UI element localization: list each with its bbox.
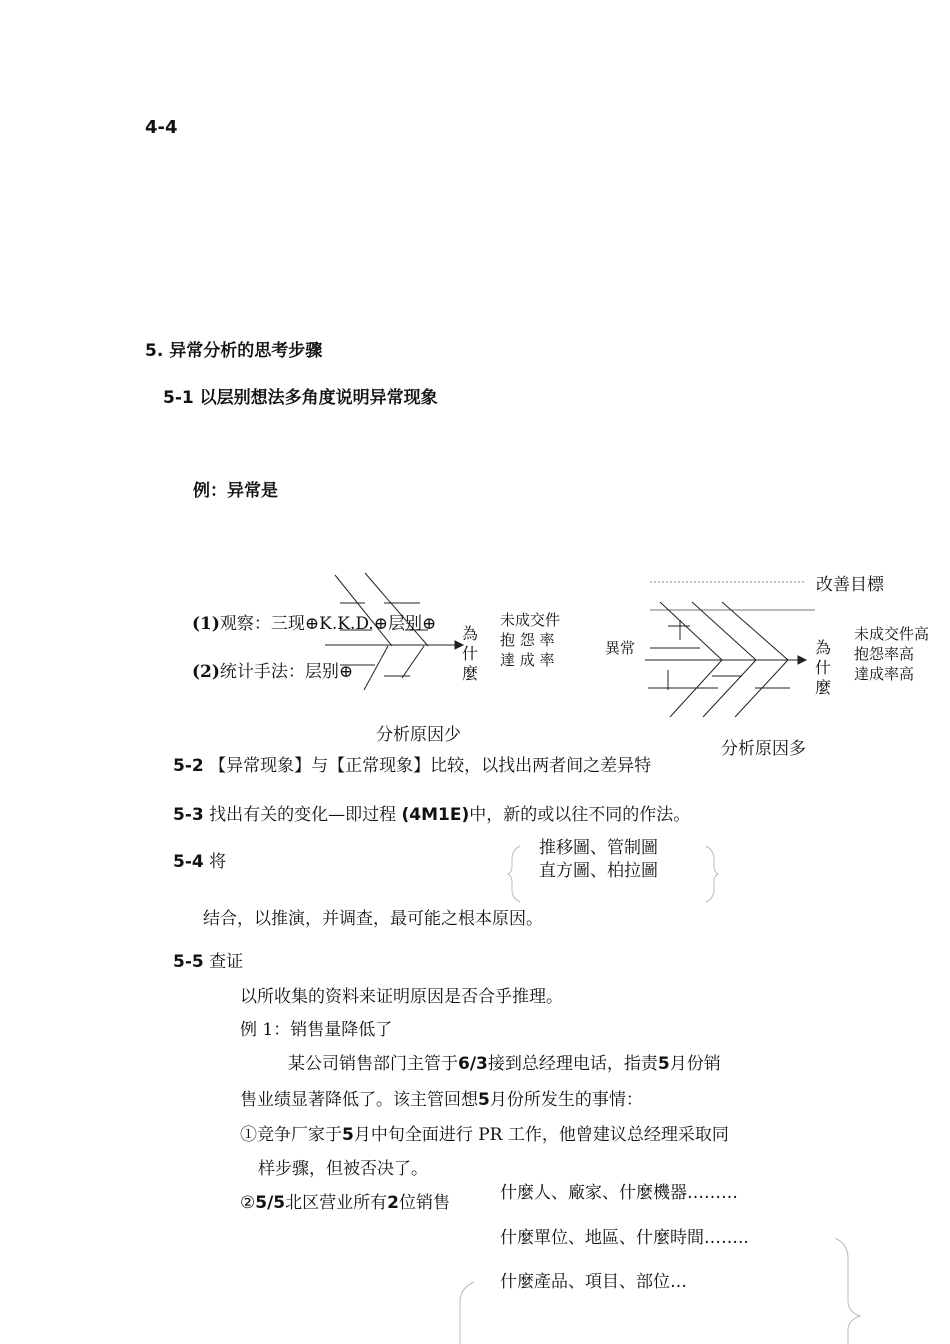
i1-a: ①竞争厂家于 (240, 1125, 342, 1145)
section-number-4-4: 4-4 (145, 117, 178, 138)
statistics-text: 统计手法：层别⊕ (219, 662, 354, 682)
step-5-3-pre: 找出有关的变化—即过程 (209, 805, 397, 825)
i2-e: 位销售 (398, 1193, 450, 1213)
step-5-5-text: 查证 (209, 952, 244, 972)
tools-list (539, 837, 658, 883)
what-line-3: 什麼產品、項目、部位… (500, 1272, 687, 1292)
p1-c: 接到总经理电话，指责 (487, 1054, 658, 1074)
result-right-2: 抱怨率高 (854, 645, 915, 663)
result-left-2: 抱 怨 率 (500, 631, 555, 649)
item-2-line-1 (240, 1193, 450, 1213)
why-label-right: 為什麼 (814, 638, 831, 697)
result-list-right (854, 624, 929, 684)
step-5-4 (173, 852, 226, 872)
step-5-4-text: 将 (209, 852, 227, 872)
result-left-1: 未成交件 (500, 611, 561, 629)
step-5-5-number: 5-5 (173, 952, 204, 972)
abnormal-label: 異常 (605, 639, 636, 657)
item-1-line-2: 样步骤，但被否决了。 (258, 1159, 428, 1179)
step-5-3 (173, 805, 690, 825)
observation-text: 观察：三现⊕K.K.D.⊕层别 (219, 614, 423, 634)
p1-a: 某公司销售部门主管于 (288, 1054, 458, 1074)
improvement-target: 改善目標 (816, 575, 884, 595)
caption-right: 分析原因多 (721, 739, 806, 759)
p1-month: 5 (657, 1054, 670, 1074)
observation-number: (1) (192, 614, 220, 634)
step-5-4-number: 5-4 (173, 852, 204, 872)
statistics-line (192, 662, 353, 682)
p2-c: 月份所发生的事情： (489, 1090, 643, 1110)
p1-e: 月份销 (669, 1054, 721, 1074)
result-left-3: 達 成 率 (500, 651, 555, 669)
result-right-1: 未成交件高 (854, 625, 930, 643)
what-line-1: 什麼人、廠家、什麼機器……… (500, 1183, 738, 1203)
heading-5: 5. 异常分析的思考步骤 (145, 341, 323, 361)
result-right-3: 達成率高 (854, 665, 915, 683)
statistics-number: (2) (192, 662, 220, 682)
result-list-left (500, 610, 560, 670)
i2-a: ② (240, 1193, 256, 1213)
caption-left: 分析原因少 (376, 725, 461, 745)
item-1-line-1 (240, 1125, 729, 1145)
fishbone-right (645, 582, 815, 717)
paragraph-line-1 (288, 1054, 721, 1074)
i1-c: 月中旬全面进行 PR 工作，他曾建议总经理采取同 (353, 1125, 729, 1145)
heading-5-1 (163, 388, 438, 408)
i2-count: 2 (387, 1193, 399, 1213)
i1-month: 5 (342, 1125, 354, 1145)
p1-date: 6/3 (458, 1054, 488, 1074)
heading-5-1-number: 5-1 (163, 388, 194, 408)
step-5-5 (173, 952, 243, 972)
observation-line (192, 614, 436, 634)
step-5-2-text: 【异常现象】与【正常现象】比较，以找出两者间之差异特 (209, 756, 652, 776)
i2-c: 北区营业所有 (285, 1193, 388, 1213)
p2-a: 售业绩显著降低了。该主管回想 (240, 1090, 478, 1110)
example-label: 例：异常是 (193, 481, 278, 501)
paragraph-line-2 (240, 1090, 643, 1110)
example-1-title: 例 1：销售量降低了 (240, 1020, 393, 1040)
step-5-5-description: 以所收集的资料来证明原因是否合乎推理。 (240, 987, 563, 1007)
step-5-3-4m1e: (4M1E) (401, 805, 470, 825)
heading-5-1-text: 以层别想法多角度说明异常现象 (199, 388, 438, 408)
step-5-4-continuation: 结合，以推演，并调查，最可能之根本原因。 (203, 909, 543, 929)
tools-line-1: 推移圖、管制圖 (539, 838, 658, 858)
step-5-2 (173, 756, 710, 776)
p2-month: 5 (478, 1090, 490, 1110)
step-5-2-number: 5-2 (173, 756, 204, 776)
why-label-left: 為什麼 (461, 624, 478, 683)
observation-clip: ⊕ (422, 614, 437, 634)
i2-date: 5/5 (255, 1193, 286, 1213)
step-5-3-post: 中，新的或以往不同的作法。 (469, 805, 691, 825)
what-line-2: 什麼單位、地區、什麼時間…….. (500, 1228, 749, 1248)
step-5-3-number: 5-3 (173, 805, 204, 825)
tools-line-2: 直方圖、柏拉圖 (539, 861, 658, 881)
